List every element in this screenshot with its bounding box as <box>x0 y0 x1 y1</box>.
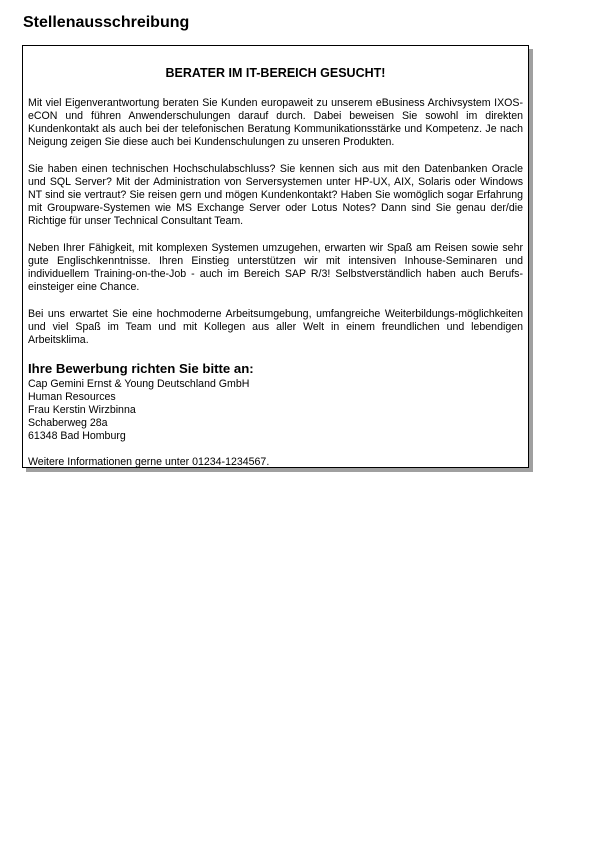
address-company: Cap Gemini Ernst & Young Deutschland GmbH <box>28 378 250 390</box>
address-street: Schaberweg 28a <box>28 417 108 429</box>
further-info-text: Weitere Informationen gerne unter 01234-1234567. <box>28 456 270 468</box>
address-department: Human Resources <box>28 391 116 403</box>
address-city: 61348 Bad Homburg <box>28 430 126 442</box>
ad-headline: BERATER IM IT-BEREICH GESUCHT! <box>165 66 386 80</box>
page-title: Stellenausschreibung <box>23 14 190 31</box>
ad-paragraph-skills: Neben Ihrer Fähigkeit, mit komplexen Systemen umzugehen, erwarten wir Spaß am Reisen sowie sehr gute Englischkenntnisse. Ihren Einstieg unterstützen wir mit intensiven Inhouse-Seminaren und individuellem Training-on-the-Job - auch im Bereich SAP R/3! Selbstverständlich haben auch Berufs-einsteiger eine Chance. <box>28 242 523 293</box>
contact-address <box>28 378 523 443</box>
address-contact-person: Frau Kerstin Wirzbinna <box>28 404 136 416</box>
ad-paragraph-offer: Bei uns erwartet Sie eine hochmoderne Arbeitsumgebung, umfangreiche Weiterbildungs-möglichkeiten und viel Spaß im Team und mit Kollegen aus aller Welt in einem freundlichen und lebendigen Arbeitsklima. <box>28 308 523 346</box>
job-ad-box <box>22 45 529 468</box>
contact-heading: Ihre Bewerbung richten Sie bitte an: <box>28 361 254 376</box>
ad-paragraph-intro: Mit viel Eigenverantwortung beraten Sie Kunden europaweit zu unserem eBusiness Archivsystem IXOS-eCON und führen Anwenderschulungen darauf durch. Dabei beweisen Sie sowohl im direkten Kundenkontakt als auch bei der telefonischen Beratung Kommunikationsstärke und Kompetenz. Je nach Neigung zeigen Sie diese auch bei Kundenschulungen zu unseren Produkten. <box>28 97 523 148</box>
ad-paragraph-requirements: Sie haben einen technischen Hochschulabschluss? Sie kennen sich aus mit den Datenbanken Oracle und SQL Server? Mit der Administration von Serversystemen unter HP-UX, AIX, Solaris oder Windows NT sind sie vertraut? Sie reisen gern und mögen Kundenkontakt? Haben Sie womöglich sogar Erfahrung mit Groupware-Systemen wie MS Exchange Server oder Lotus Notes? Dann sind Sie genau der/die Richtige für unser Technical Consultant Team. <box>28 163 523 227</box>
